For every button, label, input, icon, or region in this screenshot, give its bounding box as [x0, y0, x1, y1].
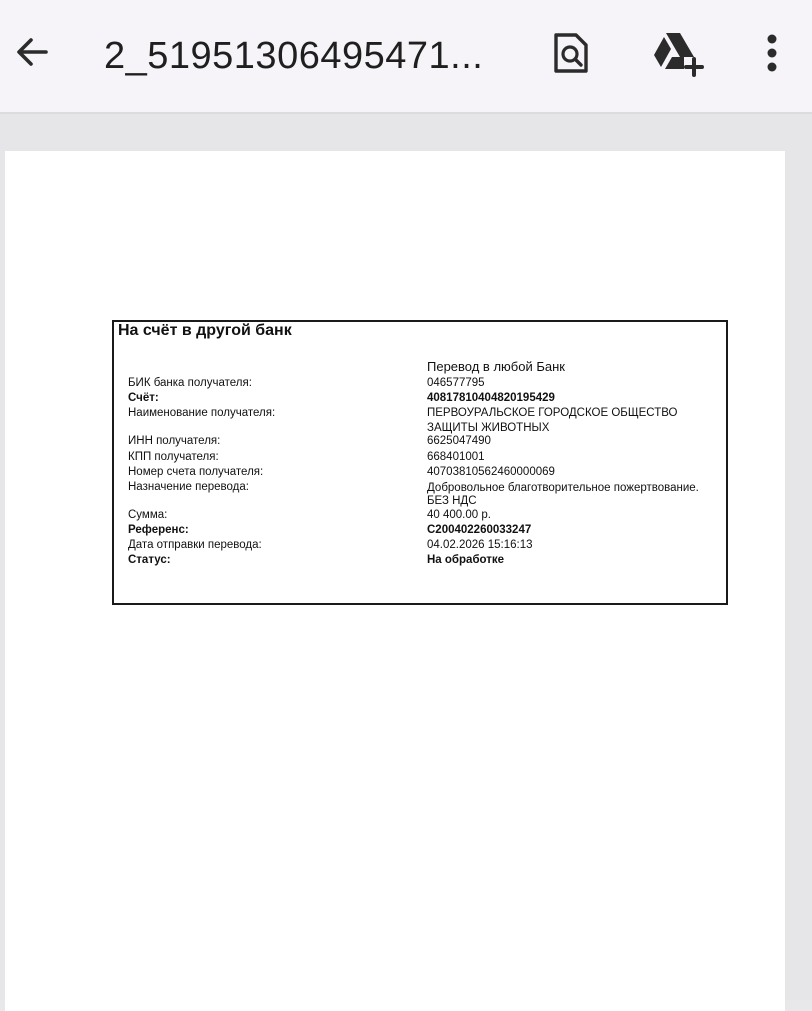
app-toolbar [0, 0, 812, 114]
value-reference: C200402260033247 [427, 524, 532, 536]
google-drive-add-icon [650, 29, 706, 77]
value-kpp: 668401001 [427, 451, 485, 463]
value-recipient-name: ПЕРВОУРАЛЬСКОЕ ГОРОДСКОЕ ОБЩЕСТВО [427, 407, 678, 419]
add-to-drive-button[interactable] [648, 27, 708, 79]
value-account: 40817810404820195429 [427, 392, 555, 404]
label-recipient-account: Номер счета получателя: [128, 466, 264, 478]
find-in-page-icon [550, 29, 590, 77]
find-in-page-button[interactable] [546, 27, 594, 79]
label-status: Статус: [128, 554, 171, 566]
value-recipient-name-line2: ЗАЩИТЫ ЖИВОТНЫХ [427, 422, 550, 434]
value-inn: 6625047490 [427, 435, 491, 447]
label-bik: БИК банка получателя: [128, 377, 252, 389]
label-recipient-name: Наименование получателя: [128, 407, 276, 419]
label-account: Счёт: [128, 392, 159, 404]
value-amount: 40 400.00 р. [427, 509, 491, 521]
transfer-receipt [112, 320, 728, 605]
value-bik: 046577795 [427, 377, 485, 389]
label-reference: Референс: [128, 524, 189, 536]
label-amount: Сумма: [128, 509, 168, 521]
label-inn: ИНН получателя: [128, 435, 221, 447]
value-recipient-account: 40703810562460000069 [427, 466, 555, 478]
label-purpose: Назначение перевода: [128, 481, 249, 493]
more-options-button[interactable] [752, 27, 792, 79]
value-purpose: Добровольное благотворительное пожертвование. [427, 482, 699, 494]
arrow-left-icon [12, 32, 52, 72]
value-send-date: 04.02.2026 15:16:13 [427, 539, 533, 551]
transfer-type: Перевод в любой Банк [427, 359, 565, 374]
more-vert-icon [766, 33, 778, 73]
label-kpp: КПП получателя: [128, 451, 219, 463]
back-button[interactable] [8, 28, 56, 76]
value-status: На обработке [427, 554, 505, 566]
pdf-page [5, 151, 785, 1011]
document-title: 2_51951306495471... [104, 35, 484, 77]
receipt-title: На счёт в другой банк [118, 322, 292, 339]
label-send-date: Дата отправки перевода: [128, 539, 262, 551]
pdf-viewer[interactable] [0, 114, 812, 1000]
value-purpose-line2: БЕЗ НДС [427, 495, 477, 507]
